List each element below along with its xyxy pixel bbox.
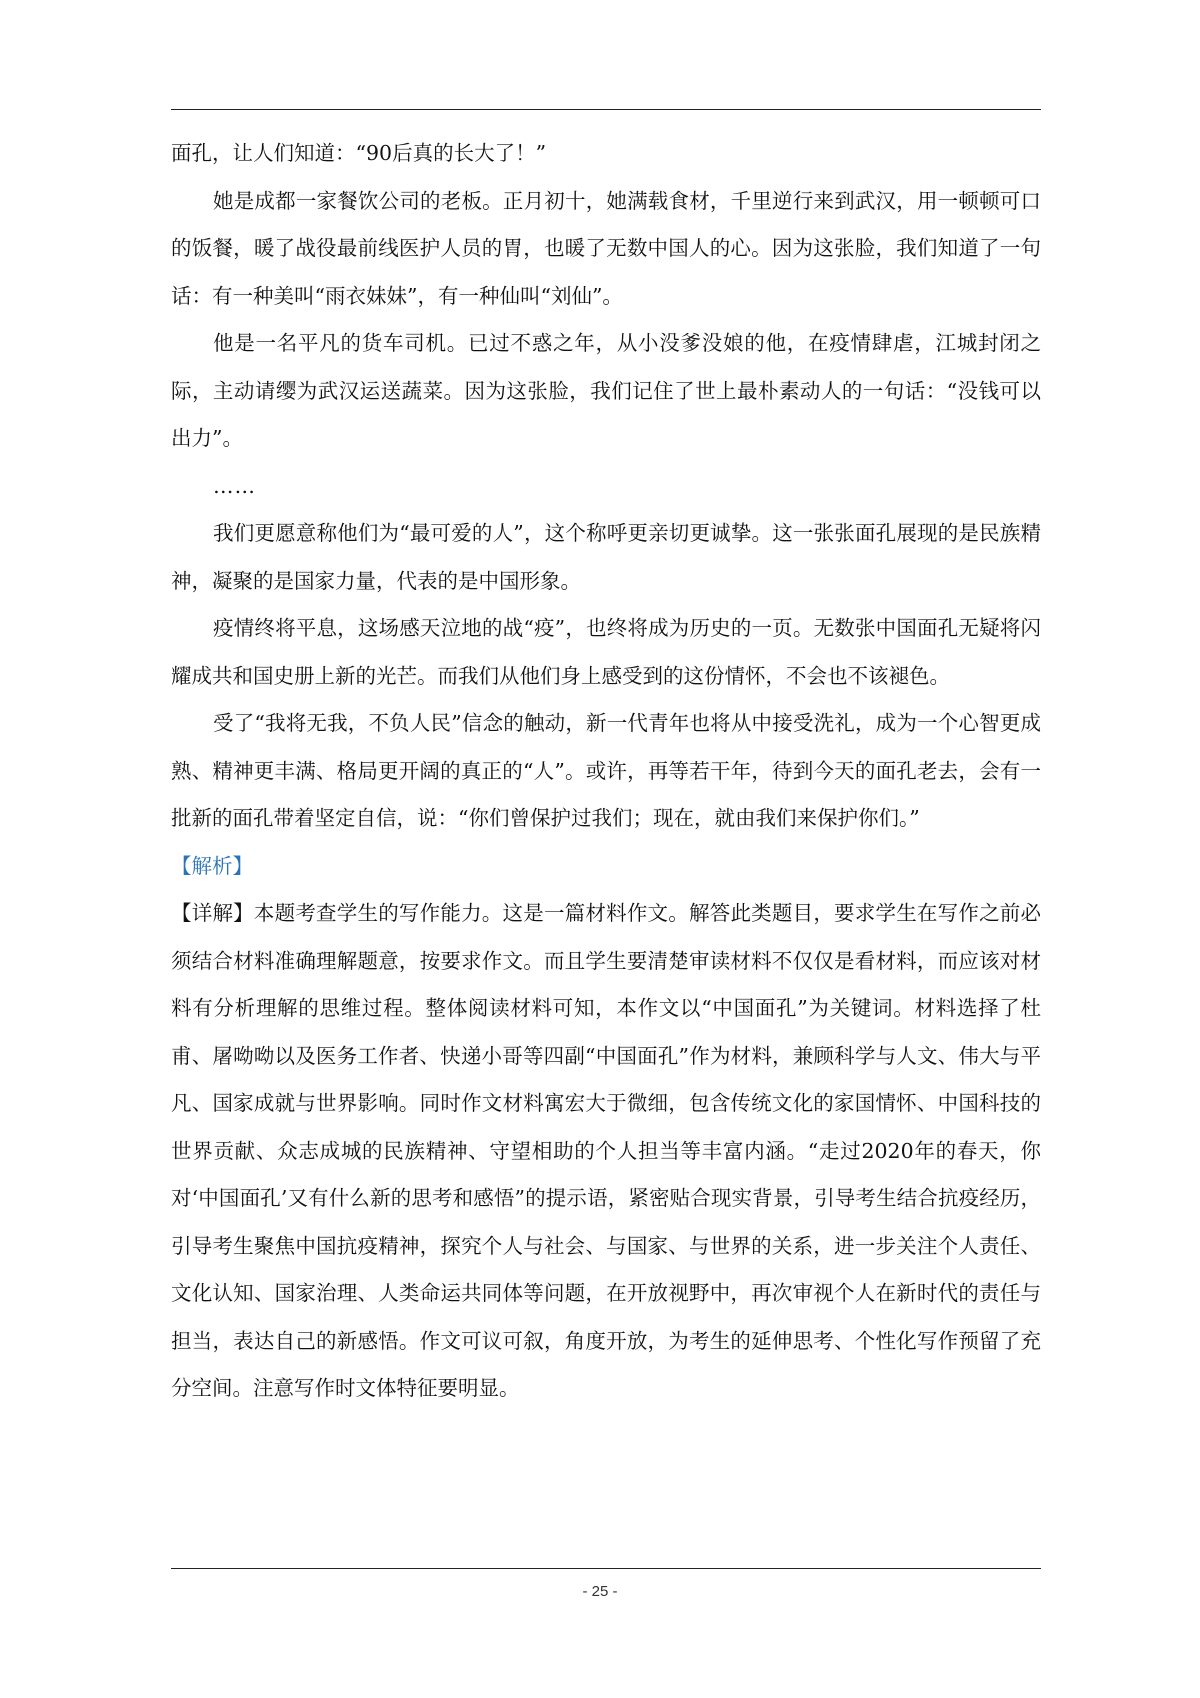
detail-paragraph (171, 890, 1041, 1413)
ellipsis-line: …… (213, 473, 256, 498)
footer-rule (171, 1568, 1041, 1569)
detail-text: 本题考查学生的写作能力。这是一篇材料作文。解答此类题目，要求学生在写作之前必须结合材料准确理解题意，按要求作文。而且学生要清楚审读材料不仅仅是看材料，而应该对材料有分析理解的思维过程。整体阅读材料可知，本作文以“中国面孔”为关键词。材料选择了杜甫、屠呦呦以及医务工作者、快递小哥等四副“中国面孔”作为材料，兼顾科学与人文、伟大与平凡、国家成就与世界影响。同时作文材料寓宏大于微细，包含传统文化的家国情怀、中国科技的世界贡献、众志成城的民族精神、守望相助的个人担当等丰富内涵。“走过2020年的春天，你对‘中国面孔’又有什么新的思考和感悟”的提示语，紧密贴合现实背景，引导考生结合抗疫经历，引导考生聚焦中国抗疫精神，探究个人与社会、与国家、与世界的关系，进一步关注个人责任、文化认知、国家治理、人类命运共同体等问题，在开放视野中，再次审视个人在新时代的责任与担当，表达自己的新感悟。作文可议可叙，角度开放，为考生的延伸思考、个性化写作预留了充分空间。注意写作时文体特征要明显。 (171, 901, 1042, 1400)
paragraph-2: 她是成都一家餐饮公司的老板。正月初十，她满载食材，千里逆行来到武汉，用一顿顿可口的饭餐，暖了战役最前线医护人员的胃，也暖了无数中国人的心。因为这张脸，我们知道了一句话：有一种美叫“雨衣妹妹”，有一种仙叫“刘仙”。 (171, 188, 1041, 308)
paragraph-3: 他是一名平凡的货车司机。已过不惑之年，从小没爹没娘的他，在疫情肆虐，江城封闭之际，主动请缨为武汉运送蔬菜。因为这张脸，我们记住了世上最朴素动人的一句话：“没钱可以出力”。 (171, 331, 1041, 450)
header-rule (171, 109, 1041, 110)
detail-tag: 【详解】 (171, 901, 254, 925)
paragraph-7: 受了“我将无我，不负人民”信念的触动，新一代青年也将从中接受洗礼，成为一个心智更成熟、精神更丰满、格局更开阔的真正的“人”。或许，再等若干年，待到今天的面孔老去，会有一批新的面孔带着坚定自信，说：“你们曾保护过我们；现在，就由我们来保护你们。” (171, 711, 1041, 830)
paragraph-1: 面孔，让人们知道：“90后真的长大了！” (171, 141, 547, 165)
page-number: - 25 - (582, 1583, 618, 1600)
paragraph-5: 我们更愿意称他们为“最可爱的人”，这个称呼更亲切更诚挚。这一张张面孔展现的是民族精神，凝聚的是国家力量，代表的是中国形象。 (171, 521, 1041, 593)
analysis-heading: 【解析】 (171, 853, 253, 878)
paragraph-6: 疫情终将平息，这场感天泣地的战“疫”，也终将成为历史的一页。无数张中国面孔无疑将闪耀成共和国史册上新的光芒。而我们从他们身上感受到的这份情怀，不会也不该褪色。 (171, 616, 1041, 688)
page-body (171, 130, 1041, 1413)
